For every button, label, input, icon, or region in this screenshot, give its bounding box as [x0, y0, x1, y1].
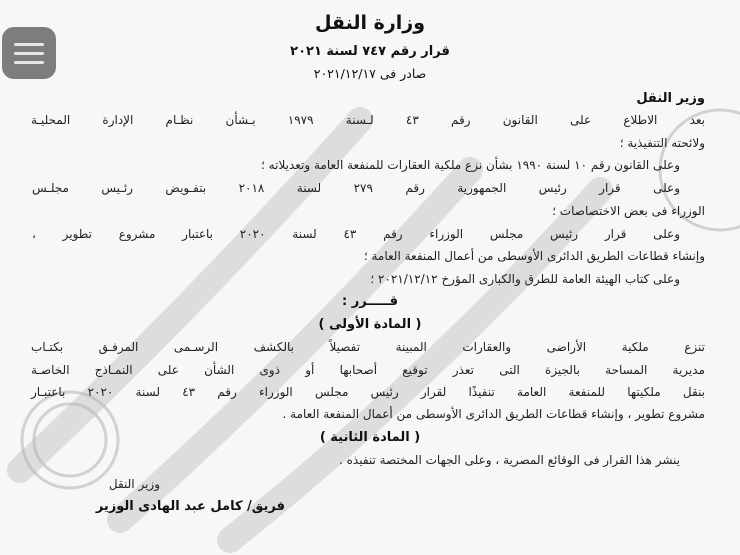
preamble-line: ولائحته التنفيذية ؛ — [619, 136, 705, 150]
decides-heading: قـــــرر : — [341, 294, 399, 309]
article-2-line: ينشر هذا القرار فى الوقائع المصرية ، وعلى الجهات المختصة تنفيذه . — [338, 453, 680, 467]
article-1-heading: ( المادة الأولى ) — [318, 317, 422, 332]
preamble-line: وعلى كتاب الهيئة العامة للطرق والكبارى المؤرخ ٢٠٢١/١٢/١٢ ؛ — [370, 272, 680, 286]
preamble-line: الوزراء فى بعض الاختصاصات ؛ — [552, 204, 705, 218]
minister-heading: وزير النقل — [636, 91, 705, 106]
decree-number: قرار رقم ٧٤٧ لسنة ٢٠٢١ — [290, 44, 450, 59]
preamble-line: وعلى القانون رقم ١٠ لسنة ١٩٩٠ بشأن نزع ملكية العقارات للمنفعة العامة وتعديلاته ؛ — [261, 158, 680, 172]
preamble-line: بعد الاطلاع على القانون رقم ٤٣ لـسنة ١٩٧٩ بـشأن نظـام الإدارة المحليـة — [31, 113, 705, 127]
signature-name: فريق/ كامل عبد الهادى الوزير — [95, 499, 285, 514]
preamble-line: وعلى قرار رئيس مجلس الوزراء رقم ٤٣ لسنة ٢٠٢٠ باعتبار مشروع تطوير ، — [32, 227, 680, 241]
article-1-line: تنزع ملكية الأراضى والعقارات المبينة تفصيلاً بالكشف الرسـمى المرفـق بكتـاب — [31, 340, 705, 354]
preamble-line: وعلى قرار رئيس الجمهورية رقم ٢٧٩ لسنة ٢٠١٨ بتفـويض رئـيس مجلـس — [32, 181, 680, 195]
article-1-line: مديرية المساحة بالجيزة التى تعذر توقيع أصحابها أو ذوى الشأن على النمـاذج الخاصـة — [31, 363, 705, 377]
issue-date: صادر فى ٢٠٢١/١٢/١٧ — [313, 66, 427, 81]
preamble-line: وإنشاء قطاعات الطريق الدائرى الأوسطى من أعمال المنفعة العامة ؛ — [363, 249, 705, 263]
ministry-title: وزارة النقل — [314, 12, 426, 34]
article-1-line: بنقل ملكيتها للمنفعة العامة تنفيذًا لقرار رئيس مجلس الوزراء رقم ٤٣ لسنة ٢٠٢٠ باعتبـار — [31, 385, 705, 399]
article-2-heading: ( المادة الثانية ) — [319, 430, 421, 445]
article-1-line: مشروع تطوير ، وإنشاء قطاعات الطريق الدائرى الأوسطى من أعمال المنفعة العامة . — [282, 407, 705, 421]
signature-title: وزير النقل — [108, 477, 160, 491]
